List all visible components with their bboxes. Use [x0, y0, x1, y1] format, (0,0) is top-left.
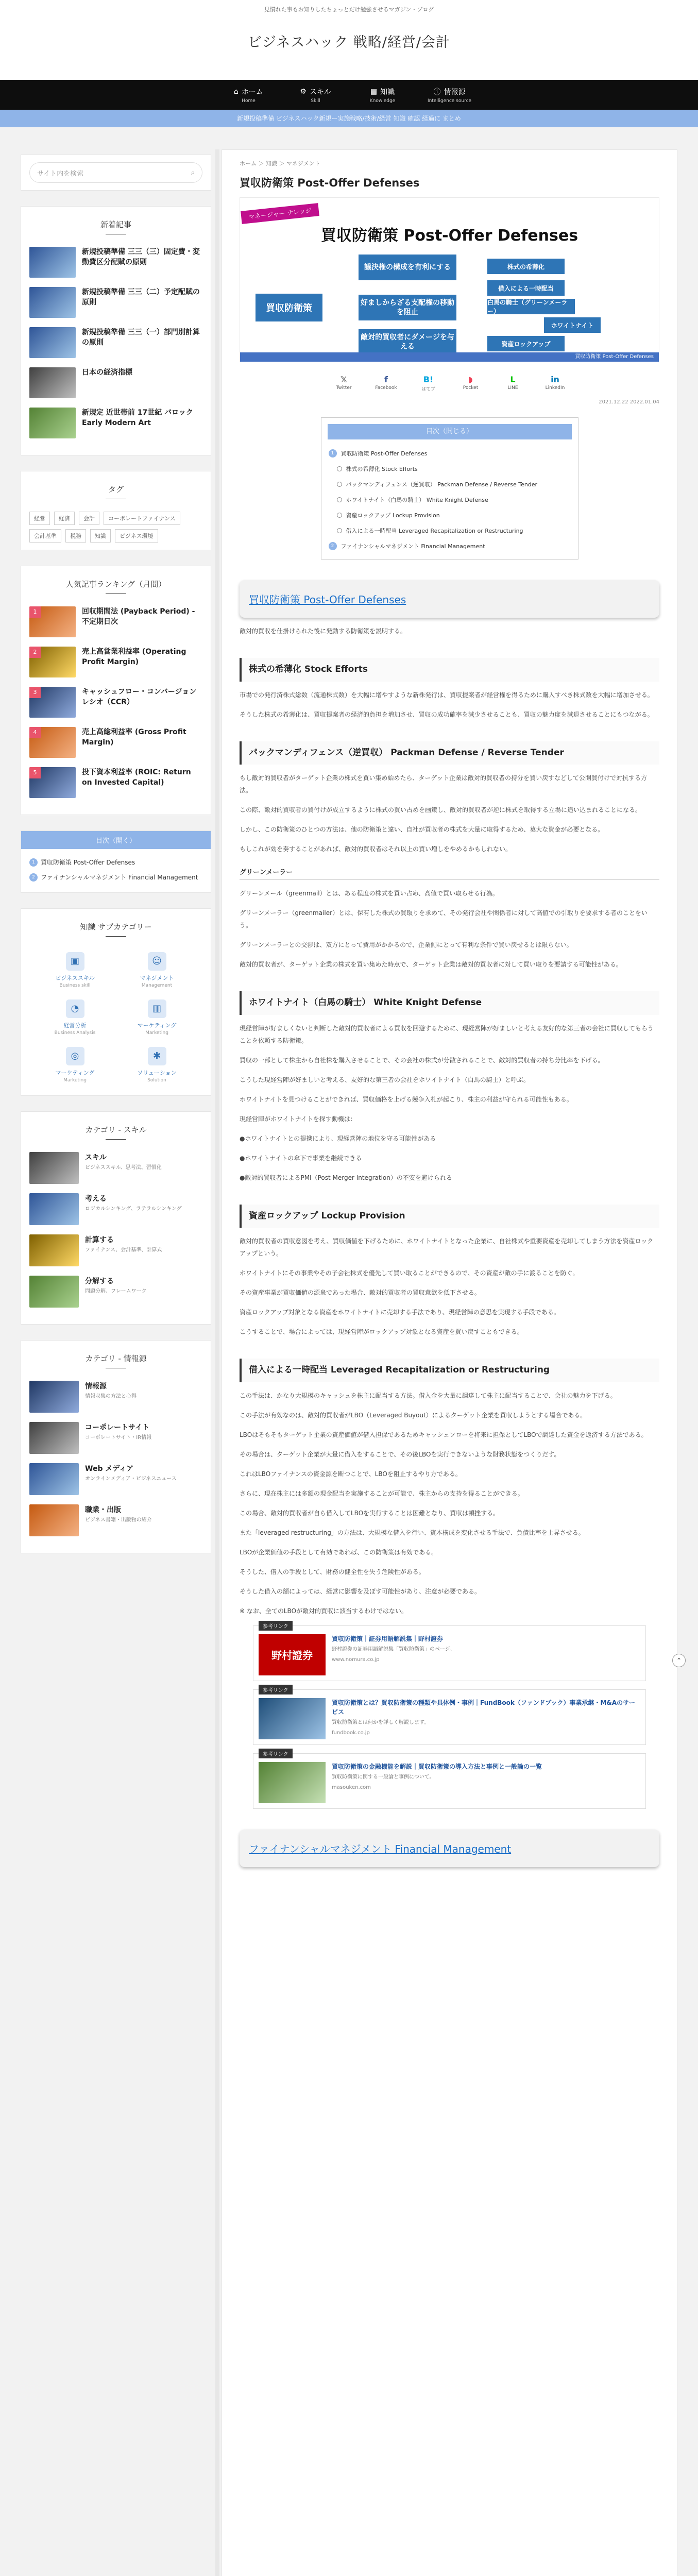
category-desc: ロジカルシンキング、ラテラルシンキング — [85, 1206, 182, 1212]
nav-sub: Home — [242, 98, 256, 104]
paragraph: LBOはそもそもターゲット企業の資産価値が借入担保であるためキャッシュフローを将来に担保としてLBOで調達した資金を返済する方法である。 — [240, 1431, 648, 1438]
tag-link[interactable]: 知識 — [90, 529, 111, 543]
toc-item[interactable] — [29, 855, 202, 870]
diagram-leaf: 資産ロックアップ — [487, 336, 565, 351]
paragraph: もし敵対的買収者がターゲット企業の株式を買い集め始めたら、ターゲット企業は敵対的買収者の持分を買い戻すなどして公開買付けで対抗する方法。 — [240, 774, 648, 794]
global-nav — [0, 80, 698, 110]
breadcrumb[interactable]: ホーム ＞ 知識 ＞ マネジメント — [240, 160, 320, 167]
toc-item[interactable] — [321, 538, 578, 554]
list-item[interactable] — [29, 287, 202, 318]
notice-bar[interactable]: 新規投稿準備 ビジネスハック新規ー実施戦略/技術/経営 知識 確認 経過に まとめ — [0, 110, 698, 127]
subsection-heading: 資産ロックアップ Lockup Provision — [240, 1205, 659, 1228]
category-item[interactable] — [29, 1422, 202, 1454]
paragraph: さらに、現在株主には多額の現金配当を実施することが可能で、株主からの支持を得ることができる。 — [240, 1489, 524, 1497]
section-link[interactable]: ファイナンシャルマネジメント Financial Management — [249, 1842, 512, 1855]
category-thumbnail — [29, 1463, 79, 1495]
reference-link-card[interactable] — [253, 1689, 646, 1745]
search-placeholder: サイト内を検索 — [37, 170, 84, 178]
paragraph: ホワイトナイトにその事業やその子会社株式を優先して買い取ることができるので、その資産が敵の手に渡ることを防ぐ。 — [240, 1269, 579, 1277]
paragraph: その資産事業が買収価値の源泉であった場合、敵対的買収者の買収意欲を低下させる。 — [240, 1289, 481, 1296]
paragraph: そうした借入の額によっては、経営に影響を及ぼす可能性があり、注意が必要である。 — [240, 1587, 481, 1595]
share-label: Twitter — [336, 385, 352, 391]
paragraph: グリーンメーラーとの交渉は、双方にとって費用がかかるので、企業側にとって有利な条件で買い戻せるとは限らない。 — [240, 941, 573, 948]
subcategory-label: 経営分析 — [63, 1022, 87, 1029]
rank-badge: 4 — [29, 727, 41, 738]
pocket-icon: ◗ — [468, 375, 473, 384]
category-desc: ビジネス書籍・出版物の紹介 — [85, 1517, 152, 1523]
diagram-leaf: 借入による一時配当 — [487, 280, 565, 296]
bullet-icon — [337, 482, 342, 487]
post-thumbnail — [29, 367, 76, 398]
search-icon[interactable]: ⌕ — [191, 168, 195, 177]
subsection-heading: 株式の希薄化 Stock Efforts — [240, 658, 659, 682]
post-thumbnail — [29, 408, 76, 438]
category-thumbnail — [29, 1276, 79, 1308]
paragraph: グリーンメーラー（greenmailer）とは、保有した株式の買取りを求めて、その発行会社や関係者に対して高値での引取りを要求する者のことをいう。 — [240, 909, 648, 929]
post-title[interactable]: 新規投稿準備 三三（二）予定配賦の原則 — [82, 288, 200, 307]
toc-item[interactable] — [321, 507, 578, 523]
category-desc: 情報収集の方法と心得 — [85, 1393, 137, 1399]
search-input[interactable] — [29, 162, 202, 183]
paragraph: ホワイトナイトを見つけることができれば、買収価格を上げる競争入札が起こり、株主の利益が守られる可能性もある。 — [240, 1095, 573, 1103]
post-title[interactable]: 投下資本利益率 (ROIC: Return on Invested Capital) — [82, 768, 191, 787]
toc-label: 買収防衛策 Post-Offer Defenses — [341, 450, 428, 457]
subcategory-link[interactable] — [37, 1047, 113, 1083]
info-icon: ⓘ — [433, 88, 441, 96]
subcategory-link[interactable] — [118, 1047, 195, 1083]
category-title[interactable]: スキル — [85, 1153, 107, 1162]
reference-link-card[interactable] — [253, 1753, 646, 1809]
paragraph: この手法が有効なのは、敵対的買収者がLBO（Leveraged Buyout）によるターゲット企業を買収しようとする場合である。 — [240, 1411, 587, 1419]
nav-knowledge[interactable] — [349, 87, 416, 104]
paragraph: ●ホワイトナイトとの提携により、現経営陣の地位を守る可能性がある — [240, 1134, 436, 1142]
widget-title: タグ — [29, 484, 202, 499]
section-heading — [240, 580, 659, 618]
category-item[interactable] — [29, 1276, 202, 1308]
tag-link[interactable]: 会計 — [79, 512, 99, 525]
category-desc: ファイナンス、会計基準、計算式 — [85, 1247, 162, 1253]
nav-label: スキル — [309, 88, 331, 96]
content-divider — [215, 149, 219, 2576]
subcategory-label: マーケティング — [137, 1022, 177, 1029]
toc-item[interactable] — [321, 523, 578, 538]
list-item[interactable] — [29, 247, 202, 278]
post-thumbnail — [29, 327, 76, 358]
link-desc: 買収防衛策に関する一般論と事例について。 — [332, 1774, 435, 1780]
category-thumbnail — [29, 1152, 79, 1184]
nav-sub: Intelligence source — [427, 98, 472, 104]
sidebar-toc — [21, 831, 211, 893]
info-category-widget — [21, 1340, 211, 1553]
link-thumbnail: 野村證券 — [259, 1634, 326, 1675]
chart-icon: ▥ — [148, 999, 166, 1018]
paragraph: しかし、この防衛策のひとつの方法は、他の防衛策と違い、自社が買収者の株式を大量に取得するため、莫大な資金が必要となる。 — [240, 826, 604, 833]
diagram-leaf: ホワイトナイト — [544, 317, 601, 333]
linkedin-icon: in — [551, 375, 559, 384]
diagram-leaf: 白馬の騎士（グリーンメーラー） — [487, 299, 575, 314]
toc-label: パックマンディフェンス（逆買収） Packman Defense / Reverse Tender — [346, 481, 538, 488]
post-thumbnail — [29, 247, 76, 278]
category-thumbnail — [29, 1193, 79, 1225]
nav-home[interactable] — [215, 87, 282, 104]
number-badge: 1 — [329, 449, 337, 457]
rank-badge: 2 — [29, 647, 41, 658]
share-buttons — [240, 375, 659, 392]
toc-toggle[interactable]: 目次（開じる） — [328, 424, 572, 439]
book-icon: ▤ — [370, 87, 378, 96]
nav-sub: Skill — [311, 98, 320, 104]
recent-widget — [21, 206, 211, 455]
tag-link[interactable]: 税務 — [65, 529, 86, 543]
category-title[interactable]: コーポレートサイト — [85, 1423, 150, 1432]
post-thumbnail — [29, 287, 76, 318]
subcategory-label: ビジネススキル — [55, 974, 95, 981]
share-pocket[interactable] — [450, 375, 492, 392]
category-item[interactable] — [29, 1152, 202, 1184]
nav-skill[interactable] — [282, 87, 349, 104]
widget-title: カテゴリ - 情報源 — [29, 1353, 202, 1368]
category-item[interactable] — [29, 1193, 202, 1225]
category-desc: ビジネススキル、思考法、習慣化 — [85, 1164, 162, 1171]
post-thumbnail — [29, 687, 76, 718]
category-thumbnail — [29, 1504, 79, 1536]
toc-item[interactable] — [321, 446, 578, 461]
tag-link[interactable]: ビジネス環境 — [115, 529, 158, 543]
link-domain: masouken.com — [332, 1784, 371, 1790]
rank-badge: 1 — [29, 606, 41, 618]
paragraph: 敵対的買収を仕掛けられた後に発動する防衛策を説明する。 — [240, 628, 407, 635]
subcategory-sub: Marketing — [145, 1030, 168, 1036]
category-desc: オンラインメディア・ビジネスニュース — [85, 1476, 177, 1482]
category-item[interactable] — [29, 1234, 202, 1266]
nav-label: 情報源 — [444, 88, 466, 96]
category-title[interactable]: 情報源 — [85, 1382, 107, 1391]
post-title[interactable]: 回収期間法 (Payback Period) - 不定期日次 — [82, 607, 195, 626]
paragraph: もしこれが効を奏することがあれば、敵対的買収者はそれ以上の買い増しをやめるかもしれない。 — [240, 845, 512, 853]
subcategory-label: マネジメント — [140, 974, 174, 981]
list-item[interactable] — [29, 687, 202, 718]
widget-title: カテゴリ - スキル — [29, 1124, 202, 1140]
category-thumbnail — [29, 1381, 79, 1413]
eyecatch-image — [240, 197, 659, 362]
subcategory-sub: Business skill — [59, 982, 91, 988]
paragraph: こうした現経営陣が好ましいと考える、友好的な第三者の会社をホワイトナイト（白馬の騎士）と呼ぶ。 — [240, 1076, 530, 1083]
nav-label: ホーム — [241, 88, 263, 96]
paragraph: ※ なお、全てのLBOが敵対的買収に該当するわけではない。 — [240, 1607, 408, 1615]
subcategory-sub: Management — [141, 982, 173, 988]
nav-label: 知識 — [380, 88, 395, 96]
paragraph: この手法は、かなり大規模のキャッシュを株主に配当する方法。借入金を大量に調達して株主に配当することで、会社の魅力を下げる。 — [240, 1392, 617, 1399]
paragraph: そうした、借入の手段として、財務の健全性を失う危険性がある。 — [240, 1568, 425, 1575]
diagram-root: 買収防衛策 — [256, 294, 322, 321]
nav-sub: Knowledge — [369, 98, 396, 104]
link-badge: 参考リンク — [259, 1749, 293, 1758]
rank-badge: 3 — [29, 687, 41, 698]
link-badge: 参考リンク — [259, 1621, 293, 1631]
widget-title: 知識 サブカテゴリー — [29, 921, 202, 937]
subsection-heading: ホワイトナイト（白馬の騎士） White Knight Defense — [240, 991, 659, 1015]
paragraph: 市場での発行済株式総数（流通株式数）を大幅に増やすような新株発行は、買収提案者が経営権を得るために購入すべき株式数を大幅に増加させる。 — [240, 691, 654, 699]
toc-item[interactable] — [321, 461, 578, 477]
share-twitter[interactable] — [323, 375, 365, 392]
link-domain: fundbook.co.jp — [332, 1730, 370, 1736]
share-hatena[interactable] — [407, 375, 450, 392]
article — [222, 149, 677, 2576]
subcategory-link[interactable] — [118, 952, 195, 988]
link-desc: 野村證券の証券用語解説集「買収防衛策」のページ。 — [332, 1646, 455, 1652]
share-label: Facebook — [375, 385, 397, 391]
briefcase-icon: ▣ — [66, 952, 84, 971]
post-title[interactable]: 新規投稿準備 三三（一）部門別計算の原則 — [82, 328, 200, 347]
list-item[interactable] — [29, 327, 202, 358]
page-title: 買収防衛策 Post-Offer Defenses — [240, 177, 420, 189]
subsection-heading: 借入による一時配当 Leveraged Recapitalization or Restructuring — [240, 1359, 659, 1382]
number-badge: 2 — [329, 542, 337, 550]
paragraph: これはLBOファイナンスの資金源を断つことで、LBOを阻止するやり方である。 — [240, 1470, 462, 1478]
subsection-heading: パックマンディフェンス（逆買収） Packman Defense / Reverse Tender — [240, 741, 659, 765]
paragraph: そうした株式の希薄化は、買収提案者の経済的負担を増加させ、買収の成功確率を減少させることも、買収の魅力度を減退させることにもつながる。 — [240, 710, 654, 718]
toc-item[interactable] — [29, 870, 202, 885]
eyecatch-title: 買収防衛策 Post-Offer Defenses — [320, 227, 578, 245]
list-item[interactable] — [29, 647, 202, 677]
sidebar — [21, 155, 211, 1569]
post-thumbnail — [29, 727, 76, 758]
hatena-icon: B! — [423, 375, 434, 384]
diagram-node: 議決権の構成を有利にする — [359, 255, 456, 280]
twitter-icon: 𝕏 — [341, 375, 347, 384]
subcategory-link[interactable] — [37, 952, 113, 988]
subcategory-label: ソリューション — [137, 1069, 177, 1076]
paragraph: こうすることで、場合によっては、現経営陣がロックアップ対象となる資産を買い戻すこともできる。 — [240, 1328, 523, 1335]
category-item[interactable] — [29, 1504, 202, 1536]
paragraph: 買収の一部として株主から自社株を購入させることで、その会社の株式が分散されることで、敵対的買収者の持ち分比率を下げる。 — [240, 1056, 604, 1064]
site-title[interactable]: ビジネスハック 戦略/経営/会計 — [248, 35, 450, 50]
share-linkedin[interactable] — [534, 375, 576, 392]
site-tagline: 見慣れた事もお知りしたちょっとだけ勉強させるマガジン・ブログ — [264, 6, 434, 13]
link-desc: 買収防衛策とは何かを詳しく解説します。 — [332, 1719, 430, 1725]
home-icon: ⌂ — [234, 87, 239, 96]
bulb-icon: ✱ — [148, 1047, 166, 1065]
line-icon: L — [510, 375, 516, 384]
bullet-icon — [337, 513, 342, 518]
post-title[interactable]: 売上高営業利益率 (Operating Profit Margin) — [82, 648, 186, 667]
toc-label: 株式の希薄化 Stock Efforts — [346, 466, 418, 472]
category-thumbnail — [29, 1422, 79, 1454]
nav-info[interactable] — [416, 87, 483, 104]
post-title[interactable]: 売上高総利益率 (Gross Profit Margin) — [82, 728, 186, 747]
paragraph: この場合、敵対的買収者が自ら借入してLBOを実行することは困難となり、買収は頓挫する。 — [240, 1509, 500, 1517]
share-label: Pocket — [463, 385, 479, 391]
category-item[interactable] — [29, 1463, 202, 1495]
list-item[interactable] — [29, 727, 202, 758]
number-badge: 1 — [29, 858, 38, 867]
category-title[interactable]: 職業・出版 — [85, 1505, 121, 1514]
paragraph: LBOが企業価値の手段として有効であれば、この防衛策は有効である。 — [240, 1548, 438, 1556]
toc-label: 借入による一時配当 Leveraged Recapitalization or Restructuring — [346, 528, 523, 534]
list-item[interactable] — [29, 408, 202, 438]
knowledge-widget — [21, 908, 211, 1096]
share-facebook[interactable] — [365, 375, 407, 392]
link-title[interactable]: 買収防衛策の金融機能を解説｜買収防衛策の導入方法と事例と一般論の一覧 — [332, 1762, 542, 1770]
list-item[interactable] — [29, 606, 202, 637]
paragraph: 資産ロックアップ対象となる資産をホワイトナイトに売却する手法であり、現経営陣の意思を実現する手段である。 — [240, 1309, 560, 1316]
reference-link-card[interactable] — [253, 1625, 646, 1681]
share-label: LinkedIn — [545, 385, 565, 391]
widget-title: 人気記事ランキング（月間） — [29, 579, 202, 594]
share-label: はてブ — [421, 387, 435, 392]
category-title[interactable]: Web メディア — [85, 1464, 134, 1473]
post-dates: 2021.12.22 2022.01.04 — [599, 399, 659, 405]
toc-label: ファイナンシャルマネジメント Financial Management — [41, 873, 198, 881]
post-thumbnail — [29, 767, 76, 798]
widget-title: 新着記事 — [29, 219, 202, 234]
category-desc: 問題分解、フレームワーク — [85, 1288, 147, 1294]
paragraph: その場合は、ターゲット企業が大量に借入をすることで、その後LBOを実行できないような財務状態をつくりだす。 — [240, 1450, 560, 1458]
people-icon: ☺ — [148, 952, 166, 971]
section-heading — [240, 1829, 659, 1867]
link-thumbnail — [259, 1698, 326, 1739]
post-title[interactable]: キャッシュフロー・コンバージョンレシオ（CCR） — [82, 688, 197, 707]
toc-toggle[interactable]: 目次（開く） — [21, 831, 211, 849]
tag-link[interactable]: 経営 — [29, 512, 50, 525]
category-item[interactable] — [29, 1381, 202, 1413]
bullet-icon — [337, 528, 342, 533]
category-thumbnail — [29, 1234, 79, 1266]
toc-label: 買収防衛策 Post-Offer Defenses — [41, 859, 135, 866]
post-title[interactable]: 新規投稿準備 三三（三）固定費・変動費区分配賦の原則 — [82, 248, 200, 267]
paragraph: ●敵対的買収者によるPMI（Post Merger Integration）の不安を避けられる — [240, 1174, 452, 1181]
tag-link[interactable]: 経済 — [54, 512, 75, 525]
post-title[interactable]: 新規定 近世帯前 17世紀 バロック Early Modern Art — [82, 409, 193, 428]
diagram-leaf: 株式の希薄化 — [487, 259, 565, 274]
paragraph: また「leveraged restructuring」の方法は、大規模な借入を行い、資本構成を変化させる手法で、負債比率を上昇させる。 — [240, 1529, 585, 1536]
paragraph: ●ホワイトナイトの傘下で事業を継続できる — [240, 1154, 362, 1162]
link-domain: www.nomura.co.jp — [332, 1656, 380, 1663]
rank-badge: 5 — [29, 767, 41, 778]
tags-widget — [21, 471, 211, 550]
paragraph: 敵対的買収者が、ターゲット企業の株式を買い集めた時点で、ターゲット企業は敵対的買収者に対して買い取りを要請する可能性がある。 — [240, 961, 622, 968]
article-toc — [321, 417, 578, 560]
tag-link[interactable]: 会計基準 — [29, 529, 61, 543]
diagram-node: 敵対的買収者にダメージを与える — [359, 329, 456, 355]
link-badge: 参考リンク — [259, 1685, 293, 1694]
category-title[interactable]: 計算する — [85, 1235, 114, 1244]
paragraph: 現経営陣が好ましくないと判断した敵対的買収者による買収を回避するために、現経営陣が好ましいと考える友好的な第三者の会社に買収してもらうことを依頼する防衛策。 — [240, 1024, 654, 1044]
chevron-up-icon: ⌃ — [676, 1657, 682, 1664]
target-icon: ◎ — [66, 1047, 84, 1065]
share-label: LINE — [507, 385, 518, 391]
pie-icon: ◔ — [66, 999, 84, 1018]
list-item[interactable] — [29, 367, 202, 398]
category-title[interactable]: 分解する — [85, 1277, 114, 1285]
minor-heading: グリーンメーラー — [240, 867, 659, 880]
category-ribbon: マネージャー ナレッジ — [241, 203, 319, 224]
toc-label: ホワイトナイト（白馬の騎士） White Knight Defense — [346, 497, 488, 503]
subcategory-label: マーケティング — [55, 1069, 95, 1076]
search-widget — [21, 155, 211, 191]
post-title[interactable]: 日本の経済指標 — [82, 368, 132, 377]
facebook-icon: f — [384, 375, 388, 384]
paragraph: グリーンメール（greenmail）とは、ある程度の株式を買い占め、高値で買い取らせる行為。 — [240, 890, 499, 897]
tag-link[interactable]: コーポレートファイナンス — [104, 512, 180, 525]
post-thumbnail — [29, 647, 76, 677]
category-title[interactable]: 考える — [85, 1194, 107, 1203]
paragraph: 現経営陣がホワイトナイトを探す動機は： — [240, 1115, 356, 1123]
post-thumbnail — [29, 606, 76, 637]
number-badge: 2 — [29, 873, 38, 882]
subcategory-link[interactable] — [37, 999, 113, 1036]
gear-icon: ⚙ — [300, 87, 307, 96]
skill-category-widget — [21, 1111, 211, 1325]
toc-label: ファイナンシャルマネジメント Financial Management — [341, 543, 485, 550]
list-item[interactable] — [29, 767, 202, 798]
paragraph: この際、敵対的買収者の買付けが成立するように株式の買い占めを画策し、敵対的買収者が逆に株式を取得する立場に追い込まれることになる。 — [240, 806, 642, 814]
toc-item[interactable] — [321, 492, 578, 507]
subcategory-sub: Business Analysis — [54, 1030, 96, 1036]
site-header — [0, 0, 698, 80]
link-title[interactable]: 買収防衛策｜証券用語解説集｜野村證券 — [332, 1635, 444, 1642]
section-link[interactable]: 買収防衛策 Post-Offer Defenses — [249, 594, 406, 606]
share-line[interactable] — [492, 375, 534, 392]
toc-label: 資産ロックアップ Lockup Provision — [346, 512, 440, 519]
eyecatch-footer: 買収防衛策 Post-Offer Defenses — [240, 352, 659, 362]
diagram-node: 好ましからざる支配権の移動を阻止 — [359, 295, 456, 320]
toc-item[interactable] — [321, 477, 578, 492]
popular-widget — [21, 566, 211, 815]
link-thumbnail — [259, 1762, 326, 1803]
scroll-top-button[interactable] — [672, 1654, 686, 1667]
subcategory-link[interactable] — [118, 999, 195, 1036]
bullet-icon — [337, 497, 342, 502]
link-title[interactable]: 買収防衛策とは？買収防衛策の種類や具体例・事例｜FundBook（ファンドブック）事業承継・M&Aのサービス — [332, 1699, 636, 1716]
paragraph: 敵対的買収者の買収意図を考え、買収価値を下げるために、ホワイトナイトとなった企業に、自社株式や重要資産を売却してしまう方法を資産ロックアップという。 — [240, 1238, 654, 1257]
subcategory-sub: Marketing — [63, 1077, 87, 1083]
bullet-icon — [337, 466, 342, 471]
subcategory-sub: Solution — [147, 1077, 166, 1083]
category-desc: コーポレートサイト・IR情報 — [85, 1434, 152, 1440]
